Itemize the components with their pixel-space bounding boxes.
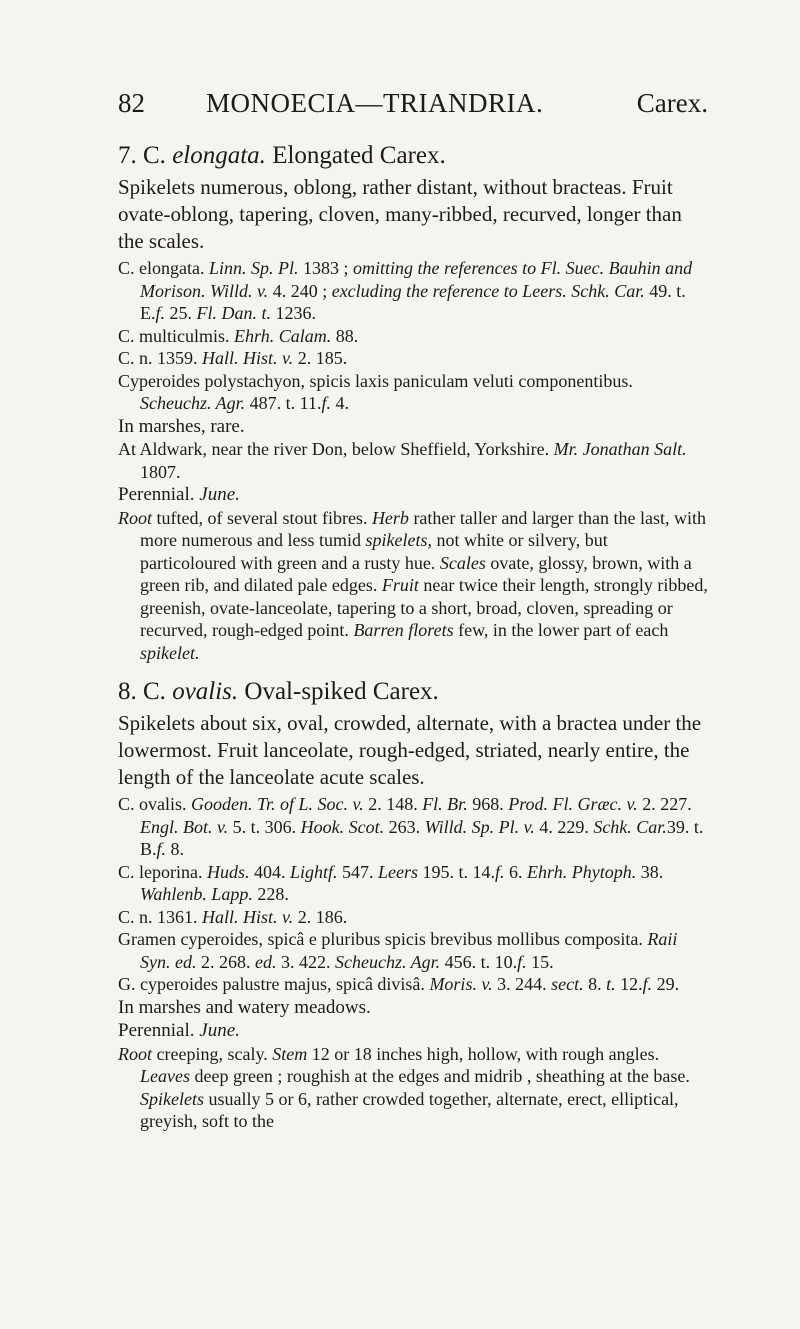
species-epithet: ovalis. [172, 678, 239, 705]
duration: Perennial. June. [118, 1020, 240, 1041]
species-heading: 8. C. ovalis. Oval-spiked Carex. [118, 678, 439, 705]
common-name: Oval-spiked Carex. [244, 678, 439, 705]
diagnosis: Spikelets about six, oval, crowded, alternate, with a bractea under the lowermost. Fruit lanceolate, rough-edged, striated, nearly entire, the length of the lanceolate acute scales. [118, 711, 702, 789]
duration: Perennial. June. [118, 484, 240, 505]
running-header [118, 88, 708, 128]
habitat: In marshes and watery meadows. [118, 996, 371, 1018]
page-body [118, 140, 708, 1133]
description: Root creeping, scaly. Stem 12 or 18 inches high, hollow, with rough angles. Leaves deep green ; roughish at the edges and midrib , sheathing at the base. Spikelets usually 5 or 6, rather crowded together, alternate, erect, elliptical, greyish, soft to the [118, 1043, 690, 1131]
synonym: C. multiculmis. Ehrh. Calam. 88. [118, 325, 359, 346]
species-epithet: elongata. [172, 142, 266, 169]
running-title: MONOECIA—TRIANDRIA. [206, 88, 544, 118]
synonym: Gramen cyperoides, spicâ e pluribus spicis brevibus mollibus composita. Raii Syn. ed. 2. 268. ed. 3. 422. Scheuchz. Agr. 456. t. 10.f. 15. [118, 929, 678, 972]
habitat: In marshes, rare. [118, 415, 245, 437]
common-name: Elongated Carex. [272, 142, 446, 169]
species-heading: 7. C. elongata. Elongated Carex. [118, 142, 446, 169]
species-entry [118, 676, 708, 1133]
page-number: 82 [118, 88, 145, 118]
synonym: C. elongata. Linn. Sp. Pl. 1383 ; omitting the references to Fl. Suec. Bauhin and Morison. Willd. v. 4. 240 ; excluding the reference to Leers. Schk. Car. 49. t. E.f. 25. Fl. Dan. t. 1236. [118, 258, 693, 323]
locality: At Aldwark, near the river Don, below Sheffield, Yorkshire. Mr. Jonathan Salt. 1807. [118, 439, 687, 482]
description: Root tufted, of several stout fibres. Herb rather taller and larger than the last, with more numerous and less tumid spikelets, not white or silvery, but particoloured with green and a rusty hue. Scales ovate, glossy, brown, with a green rib, and dilated pale edges. Fruit near twice their length, strongly ribbed, greenish, ovate-lanceolate, tapering to a short, broad, cloven, spreading or recurved, rough-edged point. Barren florets few, in the lower part of each spikelet. [118, 507, 708, 663]
species-entry [118, 140, 708, 664]
running-genus: Carex. [636, 88, 708, 118]
synonym: C. ovalis. Gooden. Tr. of L. Soc. v. 2. 148. Fl. Br. 968. Prod. Fl. Græc. v. 2. 227. Engl. Bot. v. 5. t. 306. Hook. Scot. 263. Willd. Sp. Pl. v. 4. 229. Schk. Car.39. t. B.f. 8. [118, 794, 704, 859]
synonym: G. cyperoides palustre majus, spicâ divisâ. Moris. v. 3. 244. sect. 8. t. 12.f. 29. [118, 974, 680, 994]
synonym: C. leporina. Huds. 404. Lightf. 547. Leers 195. t. 14.f. 6. Ehrh. Phytoph. 38. Wahlenb. Lapp. 228. [118, 861, 664, 904]
synonym: C. n. 1361. Hall. Hist. v. 2. 186. [118, 906, 348, 927]
synonym: C. n. 1359. Hall. Hist. v. 2. 185. [118, 348, 348, 368]
synonym: Cyperoides polystachyon, spicis laxis paniculam veluti componentibus. Scheuchz. Agr. 487. t. 11.f. 4. [118, 370, 633, 413]
diagnosis: Spikelets numerous, oblong, rather distant, without bracteas. Fruit ovate-oblong, tapering, cloven, many-ribbed, recurved, longer than the scales. [118, 175, 682, 253]
